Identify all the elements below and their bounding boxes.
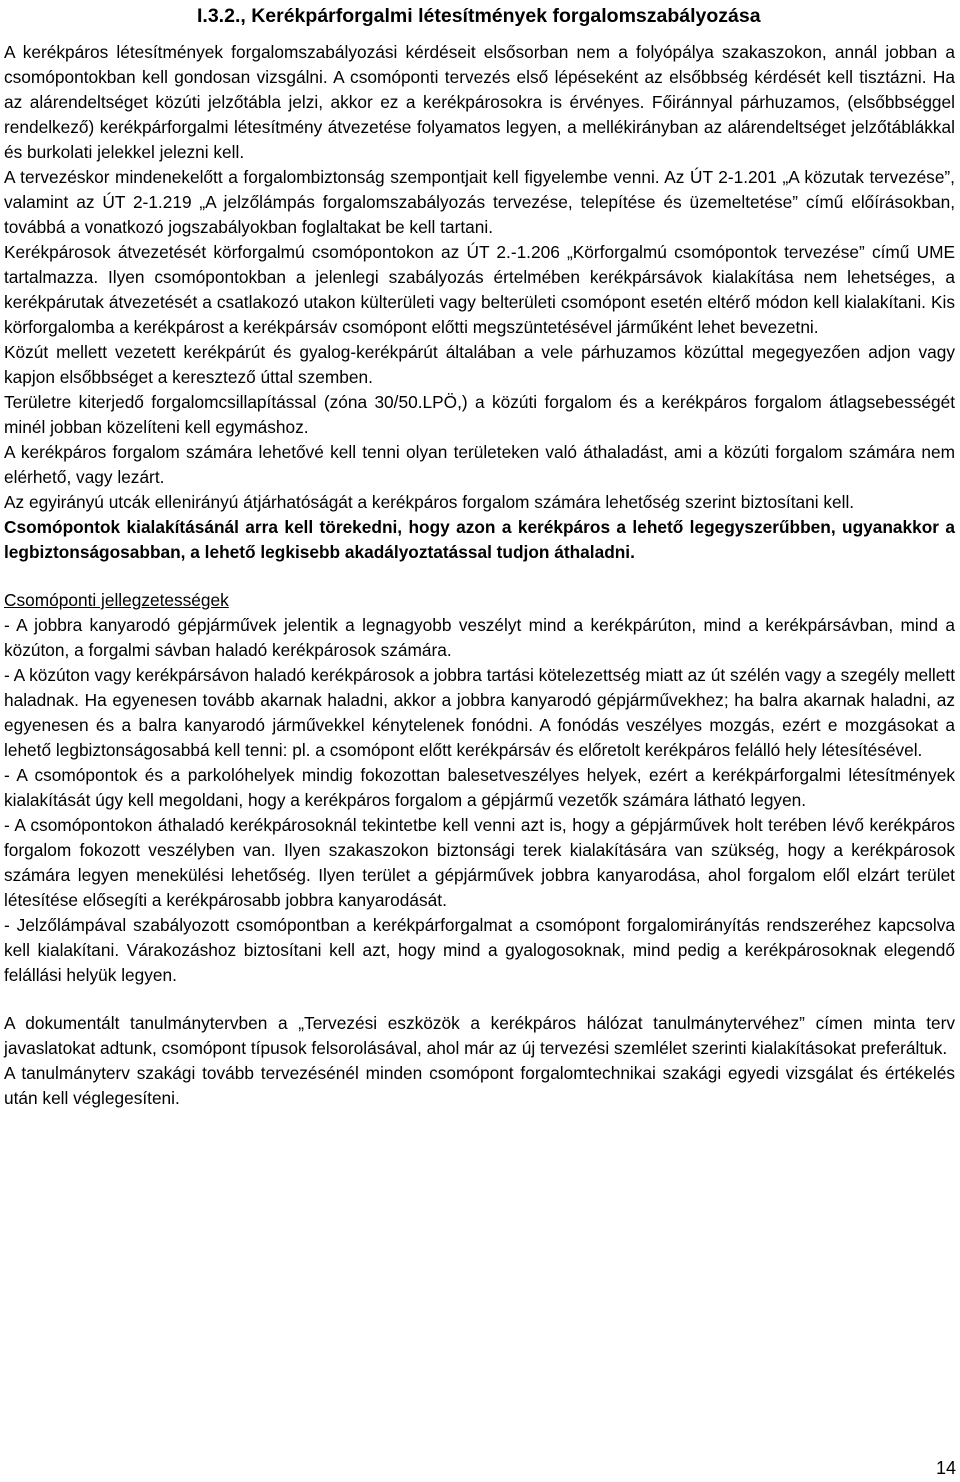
paragraph-intersections-regulation: A kerékpáros létesítmények forgalomszabályozási kérdéseit elsősorban nem a folyópálya szakaszokon, annál jobban a csomópontokban kell gondosan vizsgálni. A csomóponti tervezés első lépéseként az elsőbbség kérdését kell tisztázni. Ha az alárendeltséget közúti jelzőtábla jelzi, akkor ez a kerékpárosokra is érvényes. Főiránnyal párhuzamos, (elsőbbséggel rendelkező) kerékpárforgalmi létesítmény átvezetése folyamatos legyen, a mellékirányban az alárendeltséget jelzőtáblákkal és burkolati jelekkel jelezni kell.: [4, 42, 955, 162]
paragraph-roundabouts: Kerékpárosok átvezetését körforgalmú csomópontokon az ÚT 2.-1.206 „Körforgalmú csomópontok tervezése” című UME tartalmazza. Ilyen csomópontokban a jelenlegi szabályozás értelmében kerékpársávok kialakítása nem lehetséges, a kerékpárutak átvezetését a csatlakozó utakon külterületi vagy belterületi csomópont esetén eltérő módon kell kialakítani. Kis körforgalomba a kerékpárost a kerékpársáv csomópont előtti megszüntetésével járműként lehet bevezetni.: [4, 242, 955, 337]
paragraph-finalization: A tanulmányterv szakági tovább tervezésénél minden csomópont forgalomtechnikai szakági egyedi vizsgálat és értékelés után kell véglegesíteni.: [4, 1063, 955, 1108]
paragraph-cycle-path-priority: Közút mellett vezetett kerékpárút és gyalog-kerékpárút általában a vele párhuzamos közúttal megegyezően adjon vagy kapjon elsőbbséget a keresztező úttal szemben.: [4, 342, 955, 387]
paragraph-bold-principle: Csomópontok kialakításánál arra kell törekedni, hogy azon a kerékpáros a lehető legegyszerűbben, ugyanakkor a legbiztonságosabban, a lehető legkisebb akadályoztatással tudjon áthaladni.: [4, 517, 955, 562]
subheading-intersection-characteristics: Csomóponti jellegzetességek: [4, 590, 229, 610]
paragraph-traffic-calming: Területre kiterjedő forgalomcsillapítással (zóna 30/50.LPÖ,) a közúti forgalom és a kerékpáros forgalom átlagsebességét minél jobban közelíteni kell egymáshoz.: [4, 392, 955, 437]
document-body: [4, 40, 955, 1111]
paragraph-design-standards: A tervezéskor mindenekelőtt a forgalombiztonság szempontjait kell figyelembe venni. Az ÚT 2-1.201 „A közutak tervezése”, valamint az ÚT 2-1.219 „A jelzőlámpás forgalomszabályozás tervezése, telepítése és üzemeltetése” című előírásokban, továbbá a vonatkozó jogszabályokban foglaltakat be kell tartani.: [4, 167, 955, 237]
paragraph-one-way-streets: Az egyirányú utcák ellenirányú átjárhatóságát a kerékpáros forgalom számára lehetőség szerint biztosítani kell.: [4, 492, 855, 512]
section-heading: I.3.2., Kerékpárforgalmi létesítmények forgalomszabályozása: [197, 5, 761, 27]
list-item-signalized-intersections: - Jelzőlámpával szabályozott csomópontban a kerékpárforgalmat a csomópont forgalomirányítás rendszeréhez kapcsolva kell kialakítani. Várakozáshoz biztosítani kell azt, hogy mind a gyalogosoknak, mind pedig a kerékpárosoknak elegendő felállási helyük legyen.: [4, 915, 955, 985]
page-number: 14: [935, 1458, 956, 1478]
paragraph-closed-areas: A kerékpáros forgalom számára lehetővé kell tenni olyan területeken való áthaladást, ami a közúti forgalom számára nem elérhető, vagy lezárt.: [4, 442, 955, 487]
list-item-blind-spot: - A csomópontokon áthaladó kerékpárosoknál tekintetbe kell venni azt is, hogy a gépjárművek holt terében lévő kerékpáros forgalom fokozott veszélyben van. Ilyen szakaszokon biztonsági terek kialakítására van szükség, hogy a kerékpárosok számára legyen menekülési lehetőség. Ilyen terület a gépjárművek jobbra kanyarodása, ahol forgalom elől elzárt terület létesítése elősegíti a kerékpárosabb jobbra kanyarodását.: [4, 815, 955, 910]
paragraph-study-plan: A dokumentált tanulmánytervben a „Tervezési eszközök a kerékpáros hálózat tanulmánytervéhez” címen minta terv javaslatokat adtunk, csomópont típusok felsorolásával, ahol már az új tervezési szemlélet szerinti kialakításokat preferáltuk.: [4, 1013, 955, 1058]
list-item-right-turning-vehicles: - A jobbra kanyarodó gépjárművek jelentik a legnagyobb veszélyt mind a kerékpárúton, mind a kerékpársávban, mind a közúton, a forgalmi sávban haladó kerékpárosok számára.: [4, 615, 955, 660]
list-item-parking-visibility: - A csomópontok és a parkolóhelyek mindig fokozottan balesetveszélyes helyek, ezért a kerékpárforgalmi létesítmények kialakítását úgy kell megoldani, hogy a kerékpáros forgalom a gépjármű vezetők számára látható legyen.: [4, 765, 955, 810]
list-item-weaving: - A közúton vagy kerékpársávon haladó kerékpárosok a jobbra tartási kötelezettség miatt az út szélén vagy a szegély mellett haladnak. Ha egyenesen tovább akarnak haladni, akkor a jobbra kanyarodó gépjárművekhez; ha balra akarnak haladni, az egyenesen és a balra kanyarodó járművekkel kénytelenek fonódni. A fonódás veszélyes mozgás, ezért e mozgásokat a lehető legbiztonságosabbá kell tenni: pl. a csomópont előtt kerékpársáv és előretolt kerékpáros felálló hely létesítésével.: [4, 665, 955, 760]
